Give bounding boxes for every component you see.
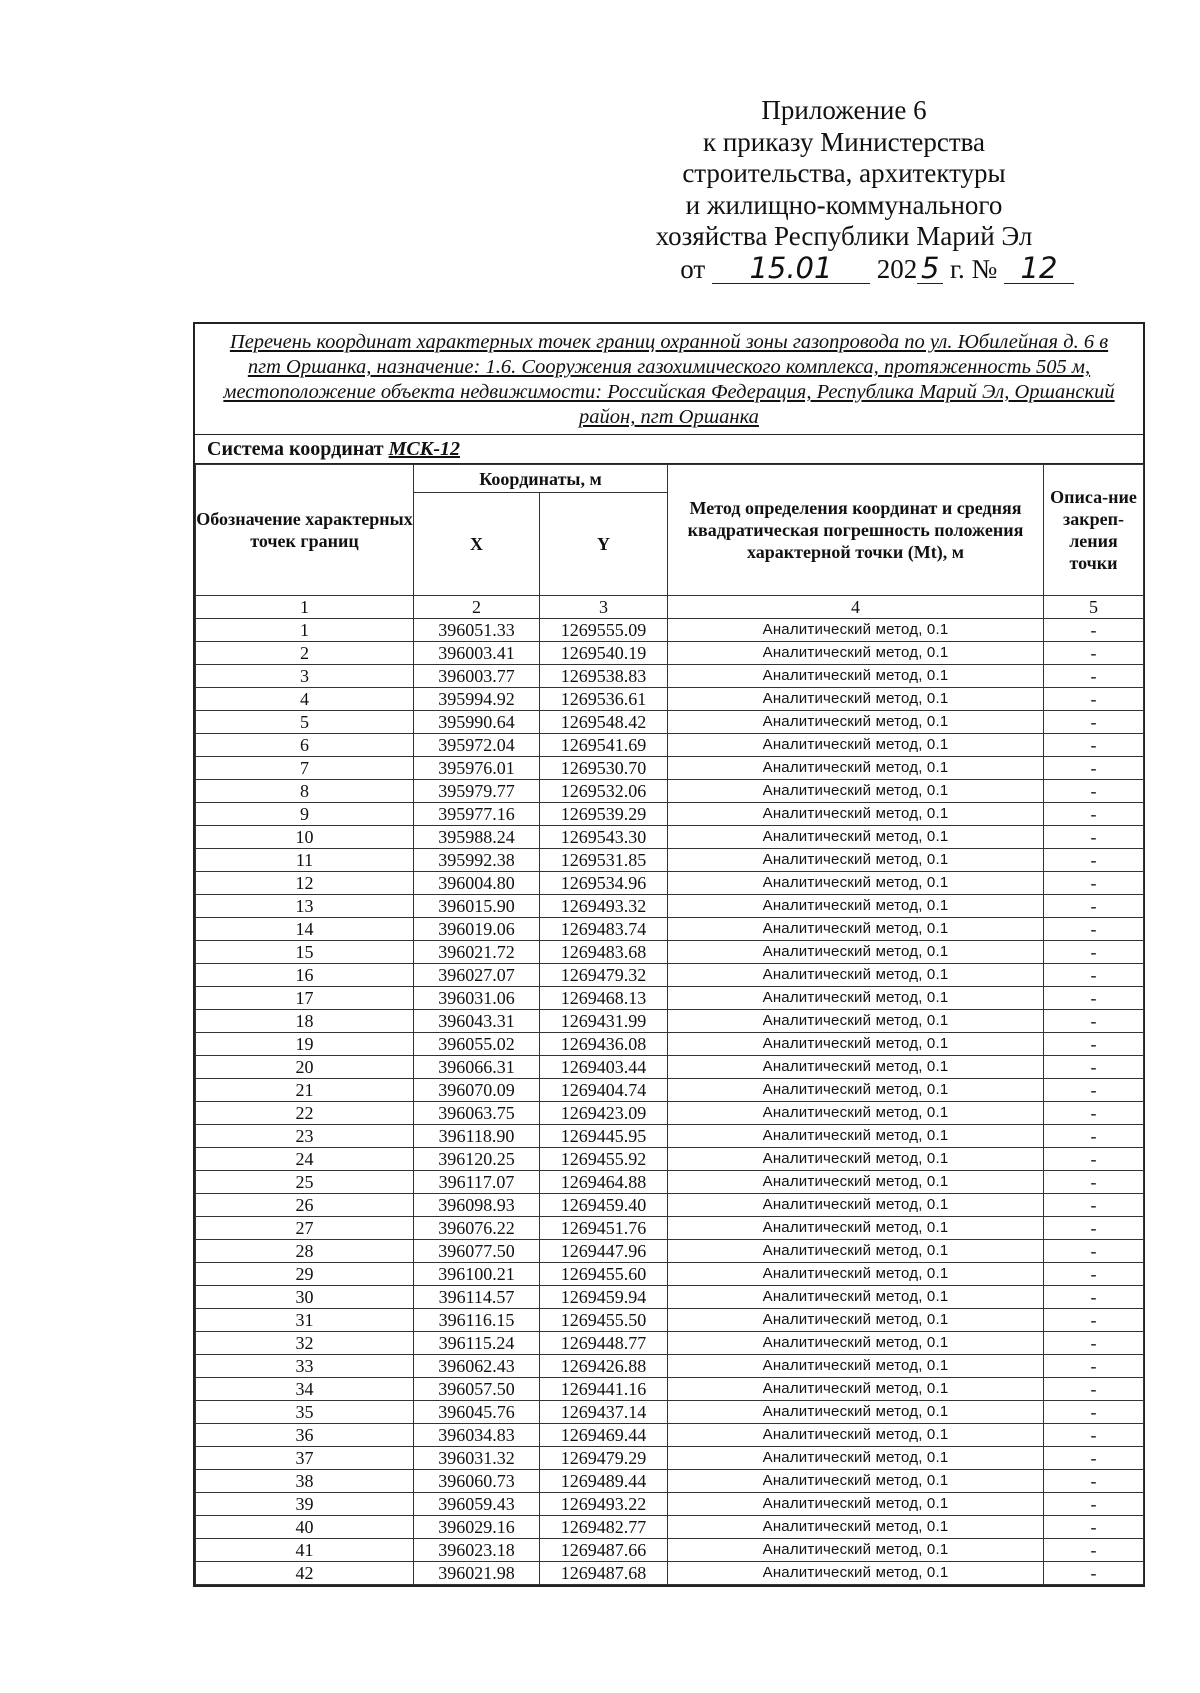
table-row — [196, 964, 1144, 987]
cell-x: 396003.41 — [414, 642, 540, 665]
cell-point: 23 — [196, 1125, 414, 1148]
cell-point: 38 — [196, 1470, 414, 1493]
table-heading: Перечень координат характерных точек границ охранной зоны газопровода по ул. Юбилейная д. 6 в пгт Оршанка, назначение: 1.6. Сооружения газохимического комплекса, протяженность 505 м, местоположение объекта недвижимости: Российская Федерация, Республика Марий Эл, Оршанский район, пгт Оршанка — [195, 324, 1143, 435]
cell-description: - — [1044, 1194, 1144, 1217]
cell-point: 29 — [196, 1263, 414, 1286]
cell-description: - — [1044, 780, 1144, 803]
cell-description: - — [1044, 1033, 1144, 1056]
cell-y: 1269441.16 — [540, 1378, 668, 1401]
cell-y: 1269538.83 — [540, 665, 668, 688]
cell-x: 396031.32 — [414, 1447, 540, 1470]
cell-y: 1269479.32 — [540, 964, 668, 987]
cell-point: 25 — [196, 1171, 414, 1194]
handwritten-date: 15.01 — [712, 253, 870, 284]
cell-method: Аналитический метод, 0.1 — [668, 1033, 1044, 1056]
cell-point: 16 — [196, 964, 414, 987]
cell-description: - — [1044, 803, 1144, 826]
cell-point: 17 — [196, 987, 414, 1010]
table-row — [196, 1010, 1144, 1033]
table-row — [196, 1470, 1144, 1493]
column-number: 2 — [414, 596, 540, 619]
cell-x: 396015.90 — [414, 895, 540, 918]
cell-y: 1269464.88 — [540, 1171, 668, 1194]
cell-y: 1269431.99 — [540, 1010, 668, 1033]
cell-description: - — [1044, 1102, 1144, 1125]
cell-description: - — [1044, 1516, 1144, 1539]
cell-y: 1269540.19 — [540, 642, 668, 665]
cell-method: Аналитический метод, 0.1 — [668, 1010, 1044, 1033]
cell-point: 10 — [196, 826, 414, 849]
cell-description: - — [1044, 1562, 1144, 1585]
cell-description: - — [1044, 1332, 1144, 1355]
cell-method: Аналитический метод, 0.1 — [668, 1309, 1044, 1332]
cell-point: 6 — [196, 734, 414, 757]
cell-method: Аналитический метод, 0.1 — [668, 1286, 1044, 1309]
cell-y: 1269459.94 — [540, 1286, 668, 1309]
table-row — [196, 941, 1144, 964]
cell-method: Аналитический метод, 0.1 — [668, 780, 1044, 803]
cell-x: 396021.72 — [414, 941, 540, 964]
cell-point: 39 — [196, 1493, 414, 1516]
coordinate-system-label: Система координат — [207, 438, 384, 460]
cell-description: - — [1044, 1424, 1144, 1447]
year-suffix: г. № — [949, 253, 998, 284]
table-row — [196, 1286, 1144, 1309]
coordinates-table — [195, 464, 1144, 1585]
cell-method: Аналитический метод, 0.1 — [668, 849, 1044, 872]
cell-y: 1269423.09 — [540, 1102, 668, 1125]
cell-x: 396063.75 — [414, 1102, 540, 1125]
table-row — [196, 1562, 1144, 1585]
cell-x: 396027.07 — [414, 964, 540, 987]
table-row — [196, 1171, 1144, 1194]
cell-description: - — [1044, 1286, 1144, 1309]
table-row — [196, 1056, 1144, 1079]
cell-description: - — [1044, 1010, 1144, 1033]
table-row — [196, 1378, 1144, 1401]
cell-point: 36 — [196, 1424, 414, 1447]
col-header-y: Y — [540, 493, 668, 596]
cell-x: 396100.21 — [414, 1263, 540, 1286]
cell-x: 396116.15 — [414, 1309, 540, 1332]
cell-method: Аналитический метод, 0.1 — [668, 1056, 1044, 1079]
cell-point: 9 — [196, 803, 414, 826]
table-row — [196, 1309, 1144, 1332]
col-header-description: Описа-ние закреп-ления точки — [1044, 465, 1144, 596]
cell-method: Аналитический метод, 0.1 — [668, 803, 1044, 826]
cell-x: 396060.73 — [414, 1470, 540, 1493]
cell-point: 12 — [196, 872, 414, 895]
table-row — [196, 1493, 1144, 1516]
cell-y: 1269455.50 — [540, 1309, 668, 1332]
table-row — [196, 1355, 1144, 1378]
cell-point: 3 — [196, 665, 414, 688]
cell-x: 396114.57 — [414, 1286, 540, 1309]
table-row — [196, 1424, 1144, 1447]
cell-method: Аналитический метод, 0.1 — [668, 1332, 1044, 1355]
table-row — [196, 642, 1144, 665]
cell-description: - — [1044, 1470, 1144, 1493]
cell-y: 1269543.30 — [540, 826, 668, 849]
cell-point: 19 — [196, 1033, 414, 1056]
table-row — [196, 1263, 1144, 1286]
cell-method: Аналитический метод, 0.1 — [668, 1217, 1044, 1240]
cell-x: 396076.22 — [414, 1217, 540, 1240]
cell-y: 1269534.96 — [540, 872, 668, 895]
cell-point: 26 — [196, 1194, 414, 1217]
table-row — [196, 1148, 1144, 1171]
cell-x: 395972.04 — [414, 734, 540, 757]
cell-method: Аналитический метод, 0.1 — [668, 1562, 1044, 1585]
cell-description: - — [1044, 872, 1144, 895]
coordinates-table-frame — [193, 322, 1145, 1587]
table-row — [196, 1102, 1144, 1125]
cell-method: Аналитический метод, 0.1 — [668, 941, 1044, 964]
table-row — [196, 780, 1144, 803]
cell-description: - — [1044, 1493, 1144, 1516]
cell-description: - — [1044, 757, 1144, 780]
appendix-line: к приказу Министерства — [702, 126, 986, 157]
cell-point: 14 — [196, 918, 414, 941]
cell-point: 33 — [196, 1355, 414, 1378]
cell-description: - — [1044, 1056, 1144, 1079]
cell-y: 1269489.44 — [540, 1470, 668, 1493]
cell-point: 18 — [196, 1010, 414, 1033]
cell-description: - — [1044, 1355, 1144, 1378]
cell-method: Аналитический метод, 0.1 — [668, 1378, 1044, 1401]
cell-method: Аналитический метод, 0.1 — [668, 1079, 1044, 1102]
cell-description: - — [1044, 941, 1144, 964]
table-row — [196, 1217, 1144, 1240]
cell-x: 396115.24 — [414, 1332, 540, 1355]
cell-method: Аналитический метод, 0.1 — [668, 688, 1044, 711]
col-header-point: Обозначение характерных точек границ — [196, 465, 414, 596]
appendix-header — [614, 95, 1074, 285]
cell-y: 1269469.44 — [540, 1424, 668, 1447]
cell-method: Аналитический метод, 0.1 — [668, 987, 1044, 1010]
cell-x: 396098.93 — [414, 1194, 540, 1217]
table-row — [196, 849, 1144, 872]
cell-y: 1269448.77 — [540, 1332, 668, 1355]
cell-description: - — [1044, 987, 1144, 1010]
handwritten-order-number: 12 — [1004, 253, 1074, 284]
cell-point: 11 — [196, 849, 414, 872]
cell-y: 1269404.74 — [540, 1079, 668, 1102]
cell-point: 35 — [196, 1401, 414, 1424]
coordinate-system-row — [195, 435, 1143, 464]
cell-description: - — [1044, 1309, 1144, 1332]
cell-description: - — [1044, 918, 1144, 941]
cell-x: 396055.02 — [414, 1033, 540, 1056]
cell-method: Аналитический метод, 0.1 — [668, 711, 1044, 734]
appendix-line: и жилищно-коммунального — [685, 189, 1003, 220]
cell-x: 396118.90 — [414, 1125, 540, 1148]
cell-x: 396031.06 — [414, 987, 540, 1010]
cell-x: 396003.77 — [414, 665, 540, 688]
cell-y: 1269403.44 — [540, 1056, 668, 1079]
cell-description: - — [1044, 665, 1144, 688]
table-row — [196, 895, 1144, 918]
table-row — [196, 987, 1144, 1010]
cell-y: 1269536.61 — [540, 688, 668, 711]
cell-point: 13 — [196, 895, 414, 918]
cell-point: 5 — [196, 711, 414, 734]
cell-point: 1 — [196, 619, 414, 642]
cell-method: Аналитический метод, 0.1 — [668, 1470, 1044, 1493]
cell-description: - — [1044, 734, 1144, 757]
cell-y: 1269445.95 — [540, 1125, 668, 1148]
cell-y: 1269455.92 — [540, 1148, 668, 1171]
col-header-method: Метод определения координат и средняя квадратическая погрешность положения характерной точки (Mt), м — [668, 465, 1044, 596]
table-row — [196, 918, 1144, 941]
cell-x: 396051.33 — [414, 619, 540, 642]
cell-x: 395994.92 — [414, 688, 540, 711]
cell-description: - — [1044, 1447, 1144, 1470]
cell-x: 396023.18 — [414, 1539, 540, 1562]
cell-method: Аналитический метод, 0.1 — [668, 1148, 1044, 1171]
cell-method: Аналитический метод, 0.1 — [668, 895, 1044, 918]
cell-description: - — [1044, 1240, 1144, 1263]
cell-x: 396004.80 — [414, 872, 540, 895]
table-row — [196, 1194, 1144, 1217]
table-row — [196, 665, 1144, 688]
cell-point: 21 — [196, 1079, 414, 1102]
cell-description: - — [1044, 964, 1144, 987]
cell-point: 8 — [196, 780, 414, 803]
table-row — [196, 872, 1144, 895]
cell-y: 1269483.74 — [540, 918, 668, 941]
cell-point: 32 — [196, 1332, 414, 1355]
table-row — [196, 1079, 1144, 1102]
cell-point: 31 — [196, 1309, 414, 1332]
cell-description: - — [1044, 1148, 1144, 1171]
cell-method: Аналитический метод, 0.1 — [668, 1240, 1044, 1263]
cell-description: - — [1044, 895, 1144, 918]
column-number-row — [196, 596, 1144, 619]
cell-point: 27 — [196, 1217, 414, 1240]
date-prefix: от — [680, 253, 706, 284]
cell-method: Аналитический метод, 0.1 — [668, 734, 1044, 757]
cell-method: Аналитический метод, 0.1 — [668, 964, 1044, 987]
cell-x: 395988.24 — [414, 826, 540, 849]
table-row — [196, 1401, 1144, 1424]
table-row — [196, 711, 1144, 734]
cell-y: 1269437.14 — [540, 1401, 668, 1424]
table-row — [196, 1332, 1144, 1355]
cell-y: 1269436.08 — [540, 1033, 668, 1056]
cell-method: Аналитический метод, 0.1 — [668, 1102, 1044, 1125]
cell-point: 7 — [196, 757, 414, 780]
appendix-line: строительства, архитектуры — [682, 158, 1006, 188]
order-date-line — [614, 250, 1074, 286]
cell-x: 395977.16 — [414, 803, 540, 826]
cell-method: Аналитический метод, 0.1 — [668, 1355, 1044, 1378]
cell-description: - — [1044, 1378, 1144, 1401]
cell-description: - — [1044, 826, 1144, 849]
cell-x: 396059.43 — [414, 1493, 540, 1516]
cell-y: 1269447.96 — [540, 1240, 668, 1263]
cell-x: 396057.50 — [414, 1378, 540, 1401]
cell-y: 1269482.77 — [540, 1516, 668, 1539]
cell-description: - — [1044, 1401, 1144, 1424]
cell-x: 396117.07 — [414, 1171, 540, 1194]
cell-method: Аналитический метод, 0.1 — [668, 1171, 1044, 1194]
appendix-title: Приложение 6 — [761, 95, 927, 125]
cell-y: 1269493.32 — [540, 895, 668, 918]
cell-point: 40 — [196, 1516, 414, 1539]
cell-method: Аналитический метод, 0.1 — [668, 1125, 1044, 1148]
table-row — [196, 1125, 1144, 1148]
cell-method: Аналитический метод, 0.1 — [668, 1401, 1044, 1424]
cell-method: Аналитический метод, 0.1 — [668, 619, 1044, 642]
cell-x: 396043.31 — [414, 1010, 540, 1033]
cell-y: 1269487.66 — [540, 1539, 668, 1562]
cell-method: Аналитический метод, 0.1 — [668, 1493, 1044, 1516]
cell-method: Аналитический метод, 0.1 — [668, 826, 1044, 849]
cell-method: Аналитический метод, 0.1 — [668, 1263, 1044, 1286]
cell-x: 396066.31 — [414, 1056, 540, 1079]
cell-y: 1269532.06 — [540, 780, 668, 803]
cell-y: 1269555.09 — [540, 619, 668, 642]
cell-point: 15 — [196, 941, 414, 964]
appendix-line: хозяйства Республики Марий Эл — [655, 221, 1033, 251]
cell-y: 1269483.68 — [540, 941, 668, 964]
cell-point: 34 — [196, 1378, 414, 1401]
cell-description: - — [1044, 1217, 1144, 1240]
column-number: 5 — [1044, 596, 1144, 619]
cell-y: 1269455.60 — [540, 1263, 668, 1286]
cell-y: 1269487.68 — [540, 1562, 668, 1585]
cell-method: Аналитический метод, 0.1 — [668, 918, 1044, 941]
cell-description: - — [1044, 619, 1144, 642]
cell-x: 396062.43 — [414, 1355, 540, 1378]
cell-method: Аналитический метод, 0.1 — [668, 1516, 1044, 1539]
cell-method: Аналитический метод, 0.1 — [668, 1194, 1044, 1217]
cell-point: 30 — [196, 1286, 414, 1309]
table-row — [196, 1240, 1144, 1263]
cell-description: - — [1044, 1263, 1144, 1286]
cell-point: 24 — [196, 1148, 414, 1171]
coordinate-system-name: МСК-12 — [388, 438, 460, 460]
cell-x: 395992.38 — [414, 849, 540, 872]
table-row — [196, 1539, 1144, 1562]
cell-point: 4 — [196, 688, 414, 711]
cell-y: 1269468.13 — [540, 987, 668, 1010]
cell-y: 1269493.22 — [540, 1493, 668, 1516]
cell-description: - — [1044, 1079, 1144, 1102]
cell-x: 396045.76 — [414, 1401, 540, 1424]
cell-x: 396019.06 — [414, 918, 540, 941]
cell-x: 396077.50 — [414, 1240, 540, 1263]
cell-y: 1269426.88 — [540, 1355, 668, 1378]
cell-description: - — [1044, 688, 1144, 711]
table-row — [196, 1447, 1144, 1470]
column-number: 1 — [196, 596, 414, 619]
table-row — [196, 1516, 1144, 1539]
table-row — [196, 688, 1144, 711]
cell-x: 396034.83 — [414, 1424, 540, 1447]
handwritten-year-digit: 5 — [917, 253, 943, 284]
cell-point: 20 — [196, 1056, 414, 1079]
table-row — [196, 619, 1144, 642]
col-header-x: X — [414, 493, 540, 596]
cell-y: 1269451.76 — [540, 1217, 668, 1240]
cell-point: 2 — [196, 642, 414, 665]
cell-y: 1269459.40 — [540, 1194, 668, 1217]
cell-description: - — [1044, 1125, 1144, 1148]
cell-description: - — [1044, 711, 1144, 734]
table-row — [196, 734, 1144, 757]
cell-method: Аналитический метод, 0.1 — [668, 757, 1044, 780]
cell-x: 395979.77 — [414, 780, 540, 803]
cell-point: 22 — [196, 1102, 414, 1125]
column-number: 3 — [540, 596, 668, 619]
column-number: 4 — [668, 596, 1044, 619]
cell-method: Аналитический метод, 0.1 — [668, 1447, 1044, 1470]
cell-point: 37 — [196, 1447, 414, 1470]
cell-x: 396021.98 — [414, 1562, 540, 1585]
cell-description: - — [1044, 849, 1144, 872]
cell-y: 1269530.70 — [540, 757, 668, 780]
cell-description: - — [1044, 642, 1144, 665]
cell-x: 396029.16 — [414, 1516, 540, 1539]
cell-y: 1269541.69 — [540, 734, 668, 757]
cell-x: 396120.25 — [414, 1148, 540, 1171]
cell-point: 41 — [196, 1539, 414, 1562]
table-row — [196, 826, 1144, 849]
year-prefix: 202 — [876, 253, 918, 284]
cell-y: 1269531.85 — [540, 849, 668, 872]
cell-x: 396070.09 — [414, 1079, 540, 1102]
table-row — [196, 803, 1144, 826]
cell-method: Аналитический метод, 0.1 — [668, 872, 1044, 895]
cell-method: Аналитический метод, 0.1 — [668, 665, 1044, 688]
cell-x: 395976.01 — [414, 757, 540, 780]
col-header-coords: Координаты, м — [414, 465, 668, 493]
table-row — [196, 1033, 1144, 1056]
cell-x: 395990.64 — [414, 711, 540, 734]
cell-y: 1269479.29 — [540, 1447, 668, 1470]
cell-method: Аналитический метод, 0.1 — [668, 1539, 1044, 1562]
cell-description: - — [1044, 1539, 1144, 1562]
cell-point: 28 — [196, 1240, 414, 1263]
cell-y: 1269539.29 — [540, 803, 668, 826]
table-row — [196, 757, 1144, 780]
cell-description: - — [1044, 1171, 1144, 1194]
cell-method: Аналитический метод, 0.1 — [668, 1424, 1044, 1447]
cell-point: 42 — [196, 1562, 414, 1585]
cell-method: Аналитический метод, 0.1 — [668, 642, 1044, 665]
cell-y: 1269548.42 — [540, 711, 668, 734]
